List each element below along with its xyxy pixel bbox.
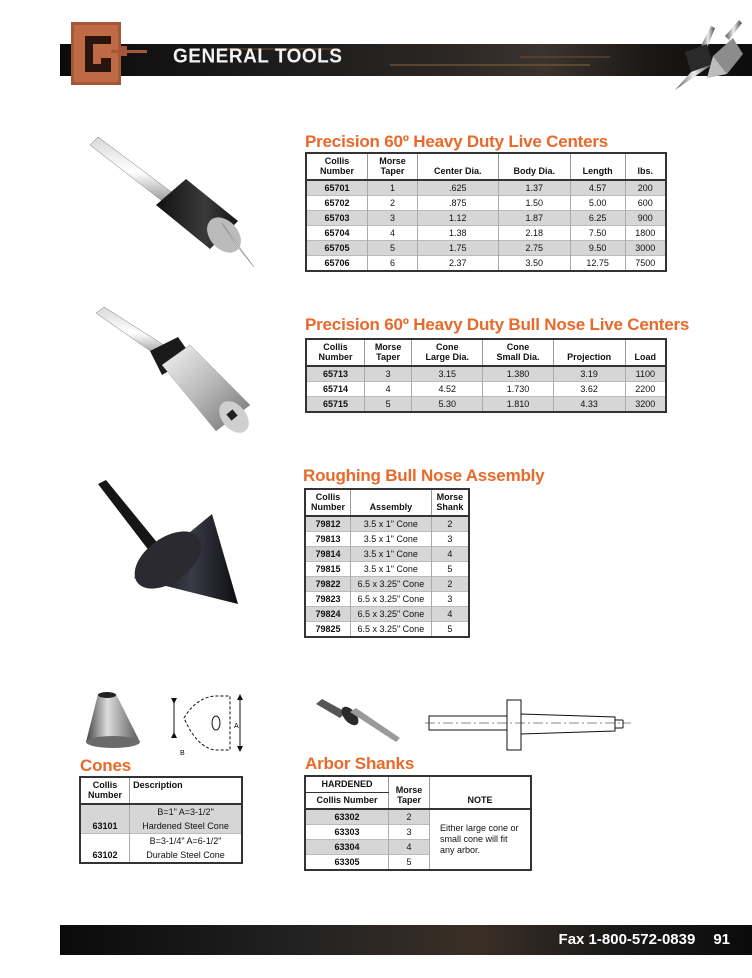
roughing-table [304,488,470,638]
table-cell: 3.5 x 1" Cone [350,547,431,562]
roughing-title: Roughing Bull Nose Assembly [303,466,545,485]
table-cell: 6.5 x 3.25" Cone [350,622,431,638]
table-cell: 5 [368,241,418,256]
arbor-title: Arbor Shanks [305,754,415,773]
table-cell: 1.87 [498,211,570,226]
col-length: Length [570,153,625,180]
table-row [305,622,469,638]
bull-nose-table [305,338,667,413]
table-cell: 3.15 [412,366,483,382]
table-cell: 65714 [306,382,364,397]
table-cell: 5 [431,562,469,577]
table-cell: 1.12 [417,211,498,226]
table-row [305,577,469,592]
table-cell: 6.25 [570,211,625,226]
table-cell: 2 [431,516,469,532]
table-cell: 1100 [625,366,666,382]
col-morse-taper: Morse Taper [368,153,418,180]
table-cell: 7500 [625,256,666,272]
cones-image-and-diagram [84,688,256,760]
table-row [305,562,469,577]
table-cell: 3 [368,211,418,226]
table-cell: 1.37 [498,180,570,196]
table-cell: 600 [625,196,666,211]
table-cell: 79822 [305,577,350,592]
table-row [80,834,242,864]
table-row [306,382,666,397]
bull-nose-center-image [92,305,252,435]
table-cell: 3.19 [553,366,625,382]
bull-nose-title: Precision 60º Heavy Duty Bull Nose Live Centers [305,315,690,334]
col-assembly: Assembly [350,489,431,516]
table-cell: 65703 [306,211,368,226]
live-centers-title: Precision 60º Heavy Duty Live Centers [305,132,609,151]
cell-morse-taper: 4 [389,840,430,855]
table-cell: 79825 [305,622,350,638]
table-cell: 3.62 [553,382,625,397]
table-cell: 4.33 [553,397,625,413]
cell-morse-taper: 3 [389,825,430,840]
col-lbs: lbs. [625,153,666,180]
table-cell: 2 [431,577,469,592]
table-cell: 7.50 [570,226,625,241]
cell-collis-number: 63304 [305,840,389,855]
table-cell: 65704 [306,226,368,241]
table-cell: 3.5 x 1" Cone [350,516,431,532]
col-collis-number: Collis Number [306,153,368,180]
table-cell: 79823 [305,592,350,607]
table-cell: 3000 [625,241,666,256]
table-row [306,196,666,211]
col-center-dia: Center Dia. [417,153,498,180]
table-row [306,397,666,413]
col-morse-taper: Morse Taper [389,776,430,809]
table-cell: 5 [364,397,411,413]
table-row [306,180,666,196]
col-collis-number: Collis Number [306,339,364,366]
table-cell: 1800 [625,226,666,241]
roughing-assembly-image [92,476,252,626]
table-cell: 5 [431,622,469,638]
table-cell: 2.37 [417,256,498,272]
table-row [305,532,469,547]
cones-title: Cones [80,756,131,775]
table-cell: 6 [368,256,418,272]
table-cell: 1 [368,180,418,196]
table-row [306,366,666,382]
cell-description: B=3-1/4" A=6-1/2" Durable Steel Cone [130,834,242,864]
table-cell: 9.50 [570,241,625,256]
table-row [306,256,666,272]
table-cell: 4 [364,382,411,397]
table-cell: .875 [417,196,498,211]
table-cell: 5.30 [412,397,483,413]
table-cell: 79815 [305,562,350,577]
header-bar [60,44,752,76]
company-logo [71,22,149,85]
table-cell: 4 [368,226,418,241]
cones-table [79,776,243,864]
table-row [306,241,666,256]
cell-collis-number: 63101 [80,804,130,834]
table-cell: 12.75 [570,256,625,272]
table-cell: 4.52 [412,382,483,397]
table-cell: 6.5 x 3.25" Cone [350,607,431,622]
table-cell: 2 [368,196,418,211]
table-cell: 2.75 [498,241,570,256]
table-cell: 1.380 [483,366,553,382]
table-cell: 79814 [305,547,350,562]
table-row [305,547,469,562]
table-row [305,607,469,622]
table-cell: .625 [417,180,498,196]
col-load: Load [625,339,666,366]
table-cell: 1.75 [417,241,498,256]
table-cell: 79824 [305,607,350,622]
table-cell: 3200 [625,397,666,413]
table-row [306,211,666,226]
table-row [306,226,666,241]
table-cell: 65701 [306,180,368,196]
table-cell: 79813 [305,532,350,547]
page-number: 91 [713,931,730,948]
table-cell: 1.730 [483,382,553,397]
table-cell: 3.5 x 1" Cone [350,532,431,547]
col-collis-number: Collis Number [305,489,350,516]
table-cell: 900 [625,211,666,226]
col-body-dia: Body Dia. [498,153,570,180]
live-center-thumbnails [655,16,745,94]
table-cell: 6.5 x 3.25" Cone [350,577,431,592]
table-cell: 3.50 [498,256,570,272]
table-cell: 6.5 x 3.25" Cone [350,592,431,607]
table-cell: 79812 [305,516,350,532]
table-cell: 65715 [306,397,364,413]
col-cone-large-dia: Cone Large Dia. [412,339,483,366]
footer-fax: Fax 1-800-572-0839 [558,931,696,948]
col-morse-shank: Morse Shank [431,489,469,516]
arbor-table [304,775,532,871]
diagram-label-a: A [234,723,239,730]
table-cell: 2.18 [498,226,570,241]
arbor-shank-image [312,696,412,746]
table-cell: 200 [625,180,666,196]
header-title: GENERAL TOOLS [173,45,343,68]
col-note: NOTE [430,776,532,809]
cell-collis-number: 63102 [80,834,130,864]
table-row [305,809,531,825]
table-cell: 4.57 [570,180,625,196]
cell-collis-number: 63302 [305,809,389,825]
table-cell: 65705 [306,241,368,256]
col-collis-number: Collis Number [305,793,389,810]
cell-morse-taper: 5 [389,855,430,871]
table-cell: 3 [431,592,469,607]
table-cell: 4 [431,547,469,562]
table-cell: 1.50 [498,196,570,211]
col-morse-taper: Morse Taper [364,339,411,366]
table-cell: 1.38 [417,226,498,241]
cell-collis-number: 63305 [305,855,389,871]
cell-note: Either large cone or small cone will fit any arbor. [430,809,532,870]
arbor-shank-diagram [425,694,635,756]
cell-collis-number: 63303 [305,825,389,840]
table-cell: 65702 [306,196,368,211]
table-row [305,516,469,532]
table-row [80,804,242,834]
live-centers-table [305,152,667,272]
col-hardened-group: HARDENED [305,776,389,793]
col-projection: Projection [553,339,625,366]
table-cell: 4 [431,607,469,622]
table-cell: 65706 [306,256,368,272]
cell-morse-taper: 2 [389,809,430,825]
table-cell: 3 [431,532,469,547]
cell-description: B=1" A=3-1/2" Hardened Steel Cone [130,804,242,834]
table-cell: 3 [364,366,411,382]
diagram-label-b: B [180,750,185,757]
table-cell: 65713 [306,366,364,382]
col-collis-number: Collis Number [80,777,130,804]
table-row [305,592,469,607]
table-cell: 2200 [625,382,666,397]
table-cell: 5.00 [570,196,625,211]
table-cell: 1.810 [483,397,553,413]
col-cone-small-dia: Cone Small Dia. [483,339,553,366]
table-cell: 3.5 x 1" Cone [350,562,431,577]
col-description: Description [130,777,242,804]
live-center-image [86,135,261,270]
footer-text [541,931,730,948]
